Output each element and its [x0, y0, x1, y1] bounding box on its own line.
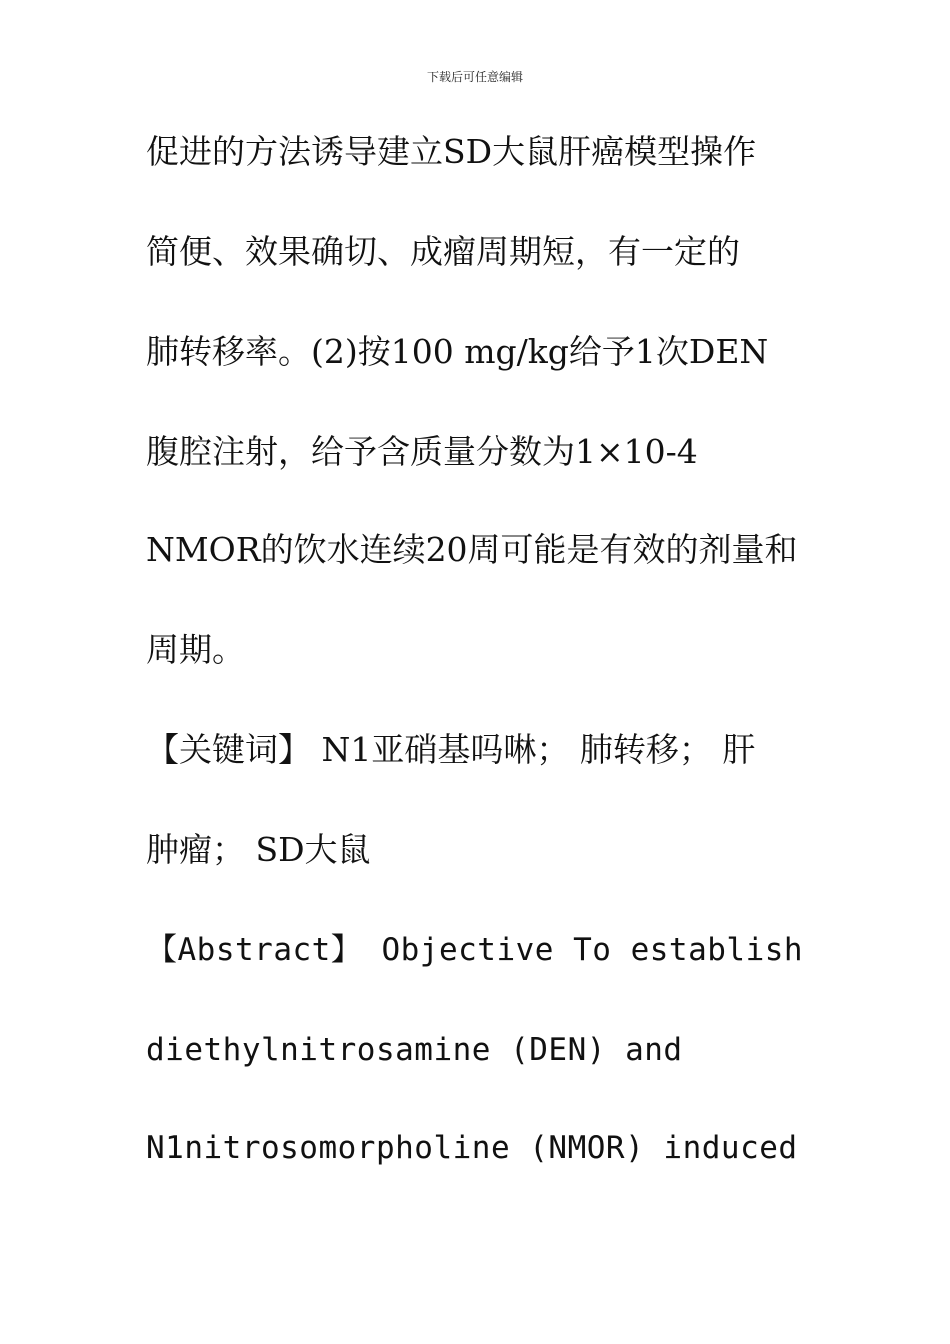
body-line-5: NMOR的饮水连续20周可能是有效的剂量和 — [146, 530, 798, 569]
body-line-2: 简便、效果确切、成瘤周期短，有一定的 — [146, 232, 740, 271]
body-line-1: 促进的方法诱导建立SD大鼠肝癌模型操作 — [146, 132, 757, 171]
abstract-line-1: 【Abstract】 Objective To establish — [146, 932, 804, 968]
body-line-3: 肺转移率。(2)按100 mg/kg给予1次DEN — [146, 332, 769, 371]
keywords-line-1: 【关键词】 N1亚硝基吗啉； 肺转移； 肝 — [146, 730, 756, 769]
header-note: 下载后可任意编辑 — [426, 70, 523, 84]
abstract-line-2: diethylnitrosamine (DEN) and — [146, 1032, 683, 1068]
body-line-4: 腹腔注射，给予含质量分数为1×10-4 — [146, 432, 698, 471]
keywords-line-2: 肿瘤； SD大鼠 — [146, 830, 371, 869]
abstract-line-3: N1nitrosomorpholine (NMOR) induced — [146, 1130, 798, 1166]
body-line-6: 周期。 — [146, 630, 245, 669]
